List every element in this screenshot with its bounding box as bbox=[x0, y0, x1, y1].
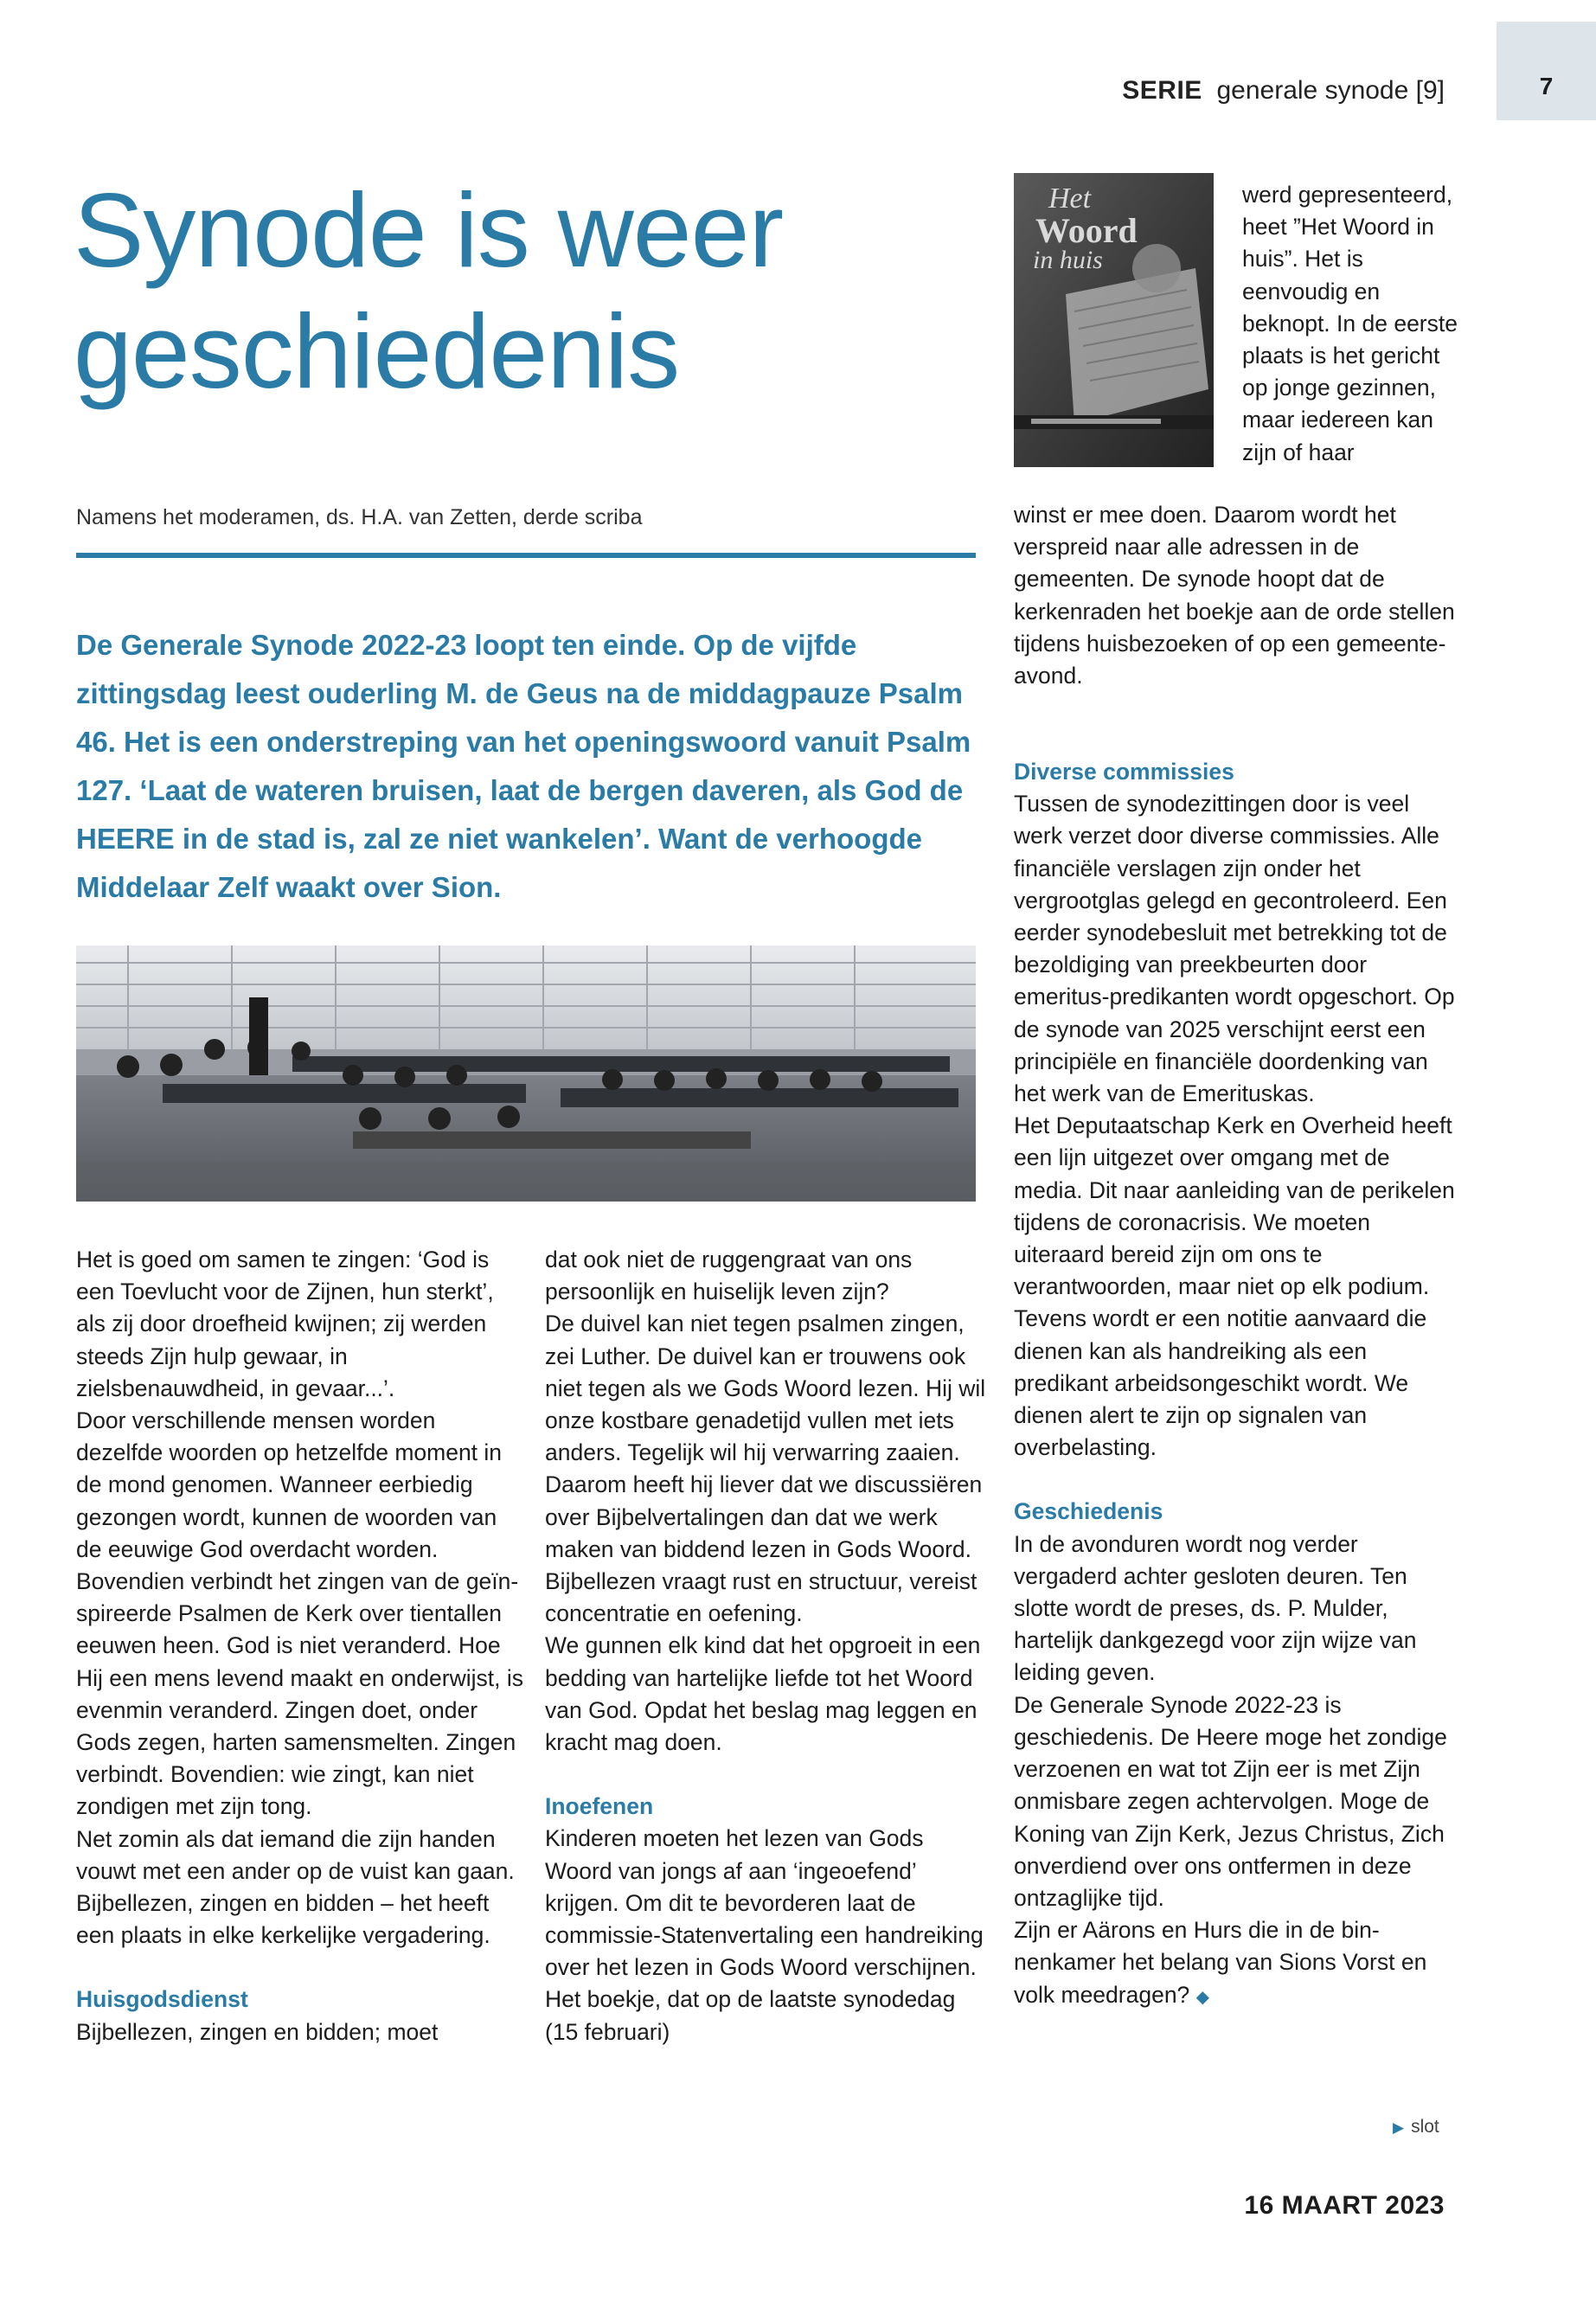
col2-paragraph-1: dat ook niet de ruggengraat van ons persoonlijk en huiselijk leven zijn? bbox=[545, 1247, 913, 1305]
slot-label bbox=[1393, 2117, 1439, 2138]
series-title: generale synode [9] bbox=[1216, 76, 1445, 105]
column-3-wrap-text bbox=[1242, 179, 1467, 469]
triangle-right-icon: ▶ bbox=[1393, 2119, 1405, 2136]
meeting-hall-illustration bbox=[76, 945, 976, 1202]
page-number: 7 bbox=[1539, 73, 1554, 99]
slot-text: slot bbox=[1411, 2117, 1439, 2137]
column-3 bbox=[1014, 724, 1464, 2014]
col1-paragraph-2: Door verschillende mensen worden dezelfde woorden op hetzelfde moment in de mond genomen. Wanneer eerbiedig gezongen wordt, kunnen de woorden van de eeuwige God overdacht worden. Bovendien verbindt het zingen van de geïnspireerde Psalmen de Kerk over tientallen eeuwen heen. God is niet veranderd. Hoe Hij een mens levend maakt en onderwijst, is evenmin veranderd. Zingen doet, onder Gods zegen, harten samensmelten. Zingen verbindt. Bovendien: wie zingt, kan niet zondigen met zijn tong. bbox=[76, 1407, 523, 1820]
subheading-geschiedenis: Geschiedenis bbox=[1014, 1498, 1163, 1525]
synod-meeting-photo bbox=[76, 945, 976, 1202]
col3-closing-text: Zijn er Aärons en Hurs die in de binnenkamer het belang van Sions Vorst en volk meedragen? bbox=[1014, 1917, 1427, 2008]
book-title-line-2: Woord bbox=[1035, 211, 1138, 250]
subheading-huisgodsdienst: Huisgodsdienst bbox=[76, 1986, 248, 2013]
subheading-inoefenen: Inoefenen bbox=[545, 1793, 654, 1820]
column-3-wrap-continue bbox=[1014, 499, 1464, 692]
col3-wrap-paragraph: werd gepresenteerd, heet ”Het Woord in huis”. Het is eenvoudig en beknopt. In de eerste plaats is het gericht op jonge gezinnen, maar iedereen kan zijn of haar bbox=[1242, 182, 1458, 465]
col2-paragraph-4: Kinderen moeten het lezen van Gods Woord van jongs af aan ‘ingeoefend’ krijgen. Om dit te bevorderen laat de commissie-Statenvertaling een handreiking over het lezen in Gods Woord verschijnen. Het boekje, dat op de laatste synodedag (15 februari) bbox=[545, 1825, 984, 2045]
col3-paragraph-4: In de avonduren wordt nog verder vergaderd achter gesloten deuren. Ten slotte wordt de preses, ds. P. Mulder, hartelijk dankgezegd voor zijn wijze van leiding geven. bbox=[1014, 1530, 1417, 1686]
byline: Namens het moderamen, ds. H.A. van Zetten, derde scriba bbox=[76, 505, 643, 529]
col2-paragraph-2: De duivel kan niet tegen psalmen zingen, zei Luther. De duivel kan er trouwens ook niet tegen als we Gods Woord lezen. Hij wil onze kostbare genadetijd vullen met iets anders. Tegelijk wil hij verwarring zaaien. Daarom heeft hij liever dat we discussiëren over Bijbelvertalingen dan dat we werk maken van biddend lezen in Gods Woord. Bijbellezen vraagt rust en structuur, vereist concentratie en oefening. bbox=[545, 1311, 986, 1627]
col3-paragraph-6 bbox=[1014, 1914, 1464, 2014]
col3-paragraph-5: De Generale Synode 2022-23 is geschiedenis. De Heere moge het zondige verzoenen en wat tot Zijn eer is met Zijn onmisbare zegen achtervolgen. Moge de Koning van Zijn Kerk, Jezus Christus, Zich onverdiend over ons ontfermen in deze ontzaglijke tijd. bbox=[1014, 1691, 1447, 1911]
title-rule bbox=[76, 553, 976, 558]
col3-paragraph-3: Tevens wordt er een notitie aanvaard die dienen kan als handreiking als een predikant arbeidsongeschikt wordt. We dienen alert te zijn op signalen van overbelasting. bbox=[1014, 1305, 1427, 1461]
page-tab bbox=[1497, 22, 1596, 120]
issue-date: 16 MAART 2023 bbox=[1244, 2191, 1445, 2220]
series-prefix: SERIE bbox=[1122, 76, 1202, 105]
col2-paragraph-3: We gunnen elk kind dat het opgroeit in een bedding van hartelijke liefde tot het Woord van God. Opdat het beslag mag leggen en kracht mag doen. bbox=[545, 1632, 981, 1756]
title-line-1: Synode is weer bbox=[74, 171, 784, 289]
col1-paragraph-4: Bijbellezen, zingen en bidden; moet bbox=[76, 2018, 439, 2045]
col1-paragraph-1: Het is goed om samen te zingen: ‘God is een Toevlucht voor de Zijnen, hun sterkt’, als zij door droefheid kwijnen; zij werden steeds Zijn hulp gewaar, in zielsbenauwdheid, in gevaar...’. bbox=[76, 1247, 494, 1401]
intro-paragraph: De Generale Synode 2022-23 loopt ten einde. Op de vijfde zittingsdag leest ouderling M. de Geus na de middagpauze Psalm 46. Het is een onderstreping van het openingswoord vanuit Psalm 127. ‘Laat de wateren bruisen, laat de bergen daveren, als God de HEERE in de stad is, zal ze niet wankelen’. Want de verhoogde Middelaar Zelf waakt over Sion. bbox=[76, 629, 971, 903]
book-title-line-3: in huis bbox=[1033, 246, 1103, 274]
series-label bbox=[1122, 76, 1445, 106]
column-2 bbox=[545, 1244, 995, 2048]
col1-paragraph-3: Net zomin als dat iemand die zijn handen vouwt met een ander op de vuist kan gaan. Bijbellezen, zingen en bidden – het heeft een plaats in elke kerkelijke vergadering. bbox=[76, 1825, 515, 1949]
title-line-2: geschiedenis bbox=[74, 292, 680, 410]
end-diamond-icon: ◆ bbox=[1195, 1987, 1210, 2007]
book-cover-illustration bbox=[1014, 173, 1214, 467]
column-1 bbox=[76, 1244, 526, 2048]
col3-paragraph-1: Tussen de synodezittingen door is veel werk verzet door diverse commissies. Alle financiële verslagen zijn onder het vergrootglas gelegd en gecontroleerd. Een eerder synodebesluit met betrekking tot de bezoldiging van preekbeurten door emeritus-predikanten wordt opgeschort. Op de synode van 2025 verschijnt eerst een principiële en financiële doordenking van het werk van de Emerituskas. bbox=[1014, 791, 1455, 1107]
book-title-line-1: Het bbox=[1048, 183, 1092, 215]
article-title bbox=[74, 170, 990, 412]
col3-wrap-continue: winst er mee doen. Daarom wordt het verspreid naar alle adressen in de gemeenten. De synode hoopt dat de kerkenraden het boekje aan de orde stellen tijdens huisbezoeken of op een gemeente-avond. bbox=[1014, 502, 1455, 689]
book-cover-image bbox=[1014, 173, 1214, 467]
col3-paragraph-2: Het Deputaatschap Kerk en Overheid heeft een lijn uitgezet over omgang met de media. Dit naar aanleiding van de perikelen tijdens de coronacrisis. We moeten uiteraard bereid zijn om ons te verantwoorden, maar niet op elk podium. bbox=[1014, 1112, 1455, 1300]
subheading-diverse-commissies: Diverse commissies bbox=[1014, 759, 1234, 785]
